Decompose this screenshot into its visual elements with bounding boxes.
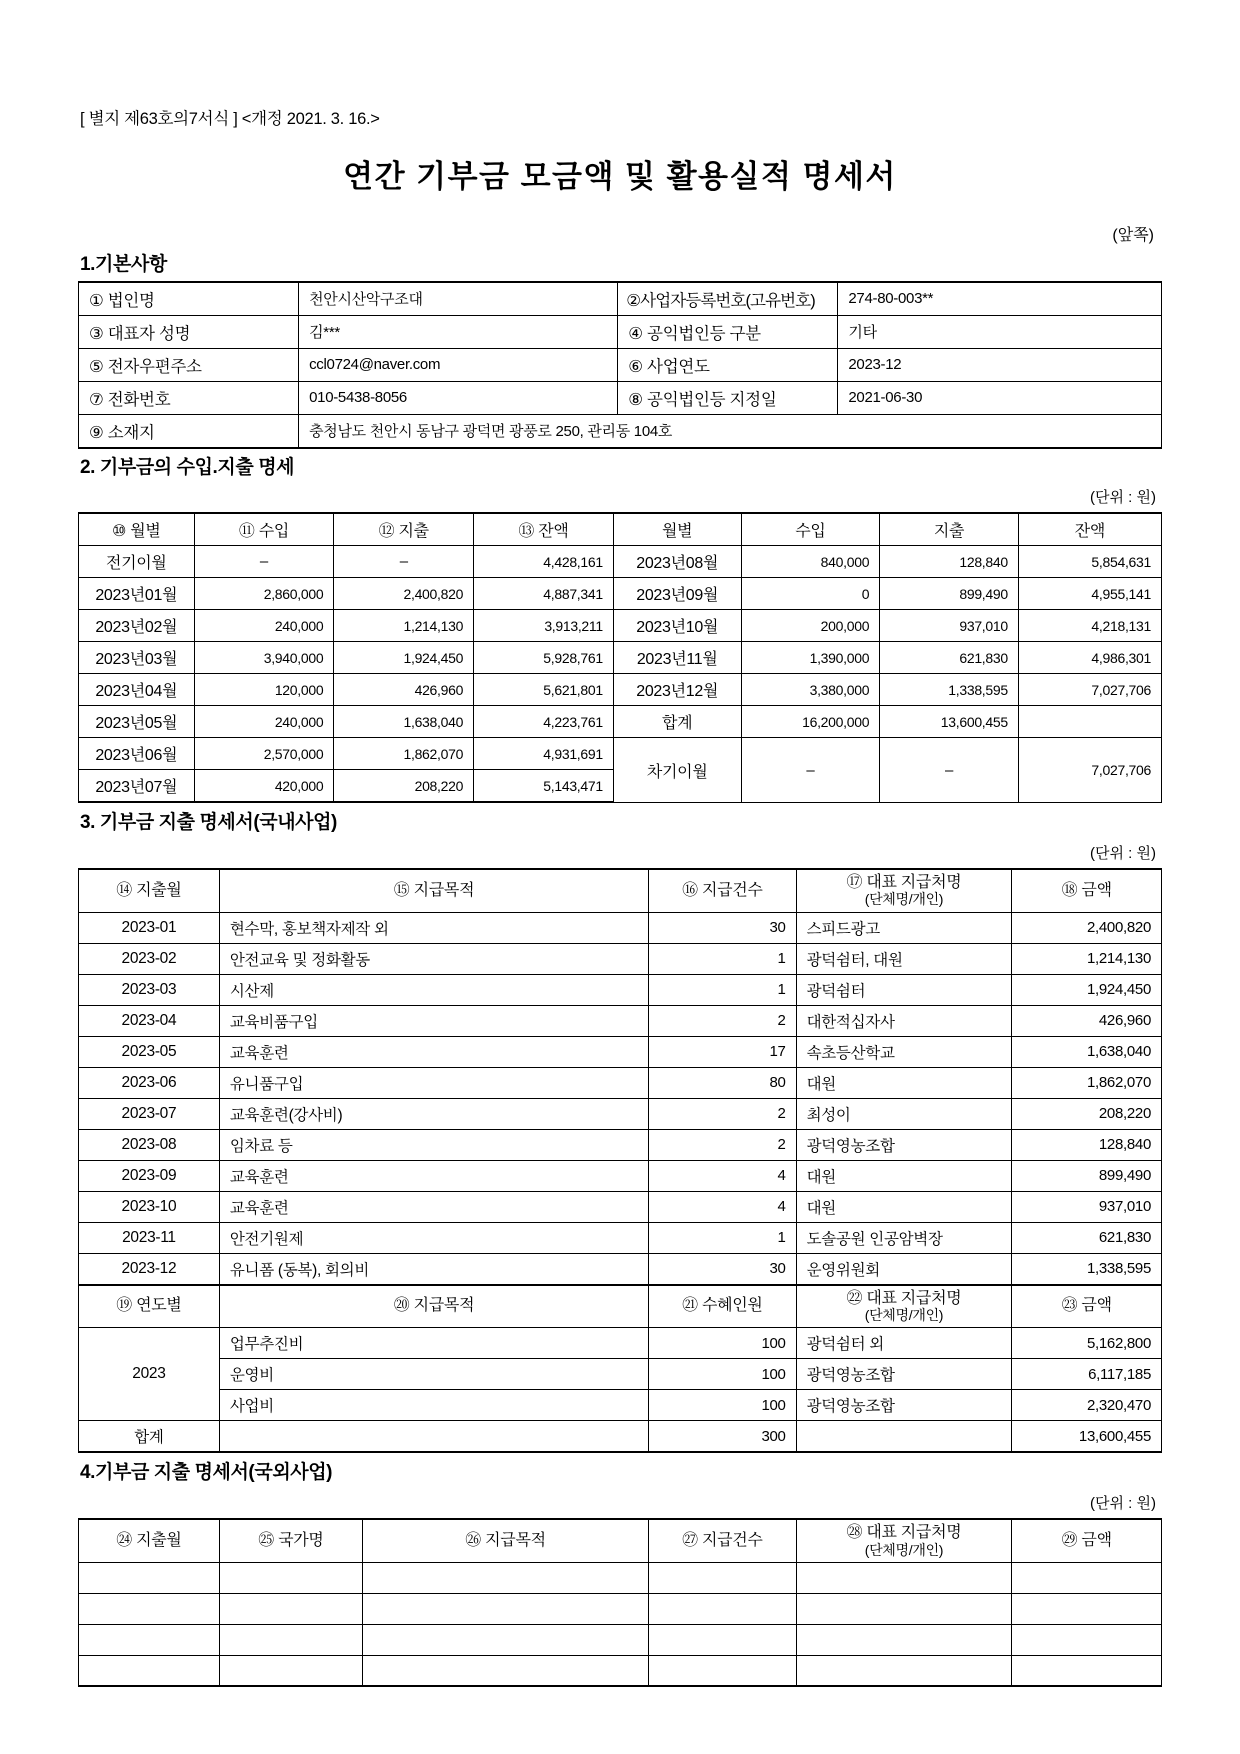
payee-cell: 스피드광고	[796, 912, 1012, 943]
amount-cell: 1,638,040	[1012, 1036, 1162, 1067]
expense-month-cell: 2023-08	[79, 1129, 220, 1160]
payee-cell: 속초등산학교	[796, 1036, 1012, 1067]
foreign-month-cell	[79, 1593, 220, 1624]
total-income-cell: 16,200,000	[741, 706, 880, 738]
payee-cell: 대원	[796, 1067, 1012, 1098]
month-cell: 2023년06월	[79, 738, 195, 770]
foreign-payee-cell	[796, 1562, 1012, 1593]
header-month-left: ⑩ 월별	[79, 513, 195, 546]
payee-cell: 최성이	[796, 1098, 1012, 1129]
header-yearly-purpose: ⑳ 지급목적	[219, 1285, 648, 1328]
payee-cell: 도솔공원 인공암벽장	[796, 1222, 1012, 1253]
phone-label: ⑦ 전화번호	[79, 381, 299, 414]
table-row	[79, 348, 1162, 381]
expense-month-cell: 2023-06	[79, 1067, 220, 1098]
table-row	[79, 738, 1162, 770]
table-row	[79, 1390, 1162, 1421]
expense-cell: 1,338,595	[880, 674, 1019, 706]
expense-cell: 899,490	[880, 578, 1019, 610]
table-row	[79, 943, 1162, 974]
yearly-amount-cell: 5,162,800	[1012, 1328, 1162, 1359]
count-cell: 2	[649, 1098, 796, 1129]
carryover-expense-cell: –	[880, 738, 1019, 803]
foreign-purpose-cell	[362, 1562, 648, 1593]
designation-date-label: ⑧ 공익법인등 지정일	[618, 381, 838, 414]
header-month-right: 월별	[613, 513, 741, 546]
table-header-row	[79, 513, 1162, 546]
expense-cell: 426,960	[334, 674, 474, 706]
grand-total-payee-blank	[796, 1421, 1012, 1453]
expense-month-cell: 2023-05	[79, 1036, 220, 1067]
count-cell: 80	[649, 1067, 796, 1098]
income-cell: 2,860,000	[194, 578, 334, 610]
expense-cell: –	[334, 546, 474, 578]
month-cell: 2023년10월	[613, 610, 741, 642]
purpose-cell: 유니폼 (동복), 회의비	[219, 1253, 648, 1285]
yearly-purpose-cell: 업무추진비	[219, 1328, 648, 1359]
amount-cell: 2,400,820	[1012, 912, 1162, 943]
header-beneficiaries: ㉑ 수혜인원	[649, 1285, 796, 1328]
month-cell: 2023년12월	[613, 674, 741, 706]
amount-cell: 1,862,070	[1012, 1067, 1162, 1098]
count-cell: 30	[649, 1253, 796, 1285]
form-reference-number: [ 별지 제63호의7서식 ] <개정 2021. 3. 16.>	[80, 110, 380, 128]
purpose-cell: 안전교육 및 정화활동	[219, 943, 648, 974]
table-row	[79, 1222, 1162, 1253]
table-row	[79, 610, 1162, 642]
income-cell: 240,000	[194, 610, 334, 642]
income-cell: –	[194, 546, 334, 578]
address-value: 충청남도 천안시 동남구 광덕면 광풍로 250, 관리동 104호	[299, 414, 1162, 448]
header-income-left: ⑪ 수입	[194, 513, 334, 546]
count-cell: 2	[649, 1129, 796, 1160]
header-payee-sub: (단체명/개인)	[864, 891, 944, 908]
table-row	[79, 578, 1162, 610]
header-payment-purpose: ⑮ 지급목적	[219, 869, 648, 912]
income-expense-table	[78, 512, 1162, 803]
income-cell: 1,390,000	[741, 642, 880, 674]
expense-month-cell: 2023-11	[79, 1222, 220, 1253]
balance-cell: 4,986,301	[1018, 642, 1161, 674]
foreign-count-cell	[649, 1655, 796, 1686]
page-side-note: (앞쪽)	[1112, 227, 1154, 244]
payee-cell: 광덕쉼터, 대원	[796, 943, 1012, 974]
amount-cell: 621,830	[1012, 1222, 1162, 1253]
header-amount: ⑱ 금액	[1012, 869, 1162, 912]
header-foreign-payee-sub: (단체명/개인)	[864, 1541, 944, 1558]
balance-cell: 7,027,706	[1018, 674, 1161, 706]
table-row	[79, 282, 1162, 316]
foreign-amount-cell	[1012, 1593, 1162, 1624]
income-cell: 240,000	[194, 706, 334, 738]
beneficiaries-cell: 100	[649, 1359, 796, 1390]
yearly-amount-cell: 2,320,470	[1012, 1390, 1162, 1421]
purpose-cell: 교육훈련	[219, 1036, 648, 1067]
expense-month-cell: 2023-01	[79, 912, 220, 943]
header-yearly-amount: ㉓ 금액	[1012, 1285, 1162, 1328]
section3-unit-note: (단위 : 원)	[1090, 844, 1156, 862]
income-cell: 120,000	[194, 674, 334, 706]
balance-cell: 3,913,211	[474, 610, 614, 642]
count-cell: 2	[649, 1005, 796, 1036]
amount-cell: 937,010	[1012, 1191, 1162, 1222]
grand-total-beneficiaries: 300	[649, 1421, 796, 1453]
foreign-country-cell	[219, 1624, 362, 1655]
payee-cell: 광덕영농조합	[796, 1129, 1012, 1160]
purpose-cell: 교육훈련(강사비)	[219, 1098, 648, 1129]
count-cell: 1	[649, 1222, 796, 1253]
foreign-month-cell	[79, 1624, 220, 1655]
expense-cell: 1,862,070	[334, 738, 474, 770]
expense-month-cell: 2023-09	[79, 1160, 220, 1191]
amount-cell: 899,490	[1012, 1160, 1162, 1191]
header-expense-left: ⑫ 지출	[334, 513, 474, 546]
domestic-expense-table	[78, 868, 1162, 1454]
purpose-cell: 시산제	[219, 974, 648, 1005]
header-foreign-amount: ㉙ 금액	[1012, 1519, 1162, 1562]
income-cell: 200,000	[741, 610, 880, 642]
purpose-cell: 유니품구입	[219, 1067, 648, 1098]
header-expense-month: ⑭ 지출월	[79, 869, 220, 912]
carryover-label-cell: 차기이월	[613, 738, 741, 803]
expense-cell: 621,830	[880, 642, 1019, 674]
header-income-right: 수입	[741, 513, 880, 546]
amount-cell: 426,960	[1012, 1005, 1162, 1036]
foreign-amount-cell	[1012, 1655, 1162, 1686]
purpose-cell: 현수막, 홍보책자제작 외	[219, 912, 648, 943]
header-foreign-payee	[796, 1519, 1012, 1562]
foreign-amount-cell	[1012, 1562, 1162, 1593]
foreign-expense-table	[78, 1518, 1162, 1687]
grand-total-purpose-blank	[219, 1421, 648, 1453]
expense-cell: 1,638,040	[334, 706, 474, 738]
email-label: ⑤ 전자우편주소	[79, 348, 299, 381]
total-expense-cell: 13,600,455	[880, 706, 1019, 738]
month-cell: 2023년04월	[79, 674, 195, 706]
amount-cell: 1,924,450	[1012, 974, 1162, 1005]
expense-cell: 937,010	[880, 610, 1019, 642]
amount-cell: 128,840	[1012, 1129, 1162, 1160]
balance-cell: 4,223,761	[474, 706, 614, 738]
expense-month-cell: 2023-02	[79, 943, 220, 974]
grand-total-amount: 13,600,455	[1012, 1421, 1162, 1453]
table-header-row	[79, 869, 1162, 912]
year-cell: 2023	[79, 1328, 220, 1421]
table-row	[79, 1191, 1162, 1222]
foreign-month-cell	[79, 1562, 220, 1593]
fiscal-year-value: 2023-12	[838, 348, 1162, 381]
count-cell: 4	[649, 1160, 796, 1191]
total-balance-cell	[1018, 706, 1161, 738]
expense-cell: 1,924,450	[334, 642, 474, 674]
yearly-payee-cell: 광덕쉼터 외	[796, 1328, 1012, 1359]
table-row	[79, 1129, 1162, 1160]
header-expense-right: 지출	[880, 513, 1019, 546]
expense-month-cell: 2023-07	[79, 1098, 220, 1129]
expense-cell: 2,400,820	[334, 578, 474, 610]
table-row	[79, 1253, 1162, 1285]
corporation-name-label: ① 법인명	[79, 282, 299, 316]
month-cell: 2023년08월	[613, 546, 741, 578]
header-balance-right: 잔액	[1018, 513, 1161, 546]
table-row	[79, 1160, 1162, 1191]
income-cell: 840,000	[741, 546, 880, 578]
phone-value: 010-5438-8056	[299, 381, 618, 414]
table-row	[79, 315, 1162, 348]
header-yearly-payee-main: ㉒ 대표 지급처명	[846, 1289, 962, 1307]
balance-cell: 5,143,471	[474, 770, 614, 803]
table-row	[79, 674, 1162, 706]
month-cell: 2023년01월	[79, 578, 195, 610]
business-number-value: 274-80-003**	[838, 282, 1162, 316]
income-cell: 3,380,000	[741, 674, 880, 706]
table-row	[79, 706, 1162, 738]
amount-cell: 1,338,595	[1012, 1253, 1162, 1285]
yearly-payee-cell: 광덕영농조합	[796, 1390, 1012, 1421]
expense-month-cell: 2023-04	[79, 1005, 220, 1036]
expense-cell: 128,840	[880, 546, 1019, 578]
section2-unit-note: (단위 : 원)	[1090, 489, 1156, 507]
count-cell: 30	[649, 912, 796, 943]
total-label-cell: 합계	[613, 706, 741, 738]
income-cell: 3,940,000	[194, 642, 334, 674]
income-cell: 2,570,000	[194, 738, 334, 770]
expense-cell: 208,220	[334, 770, 474, 803]
fiscal-year-label: ⑥ 사업연도	[618, 348, 838, 381]
table-row	[79, 974, 1162, 1005]
count-cell: 1	[649, 943, 796, 974]
month-cell: 2023년02월	[79, 610, 195, 642]
table-row	[79, 1328, 1162, 1359]
purpose-cell: 안전기원제	[219, 1222, 648, 1253]
representative-name-label: ③ 대표자 성명	[79, 315, 299, 348]
payee-cell: 대원	[796, 1191, 1012, 1222]
section2-heading: 2. 기부금의 수입.지출 명세	[80, 456, 295, 478]
table-row	[79, 1593, 1162, 1624]
income-cell: 420,000	[194, 770, 334, 803]
foreign-count-cell	[649, 1624, 796, 1655]
amount-cell: 208,220	[1012, 1098, 1162, 1129]
month-cell: 2023년09월	[613, 578, 741, 610]
table-header-row	[79, 1519, 1162, 1562]
section4-heading: 4.기부금 지출 명세서(국외사업)	[80, 1462, 333, 1484]
header-payee-name	[796, 869, 1012, 912]
table-row	[79, 414, 1162, 448]
foreign-month-cell	[79, 1655, 220, 1686]
carryover-income-cell: –	[741, 738, 880, 803]
basic-info-table	[78, 281, 1162, 449]
expense-cell: 1,214,130	[334, 610, 474, 642]
purpose-cell: 임차료 등	[219, 1129, 648, 1160]
address-label: ⑨ 소재지	[79, 414, 299, 448]
table-row	[79, 1655, 1162, 1686]
header-foreign-payee-main: ㉘ 대표 지급처명	[846, 1524, 962, 1542]
header-yearly-payee	[796, 1285, 1012, 1328]
payee-cell: 대한적십자사	[796, 1005, 1012, 1036]
purpose-cell: 교육비품구입	[219, 1005, 648, 1036]
balance-cell: 5,928,761	[474, 642, 614, 674]
yearly-amount-cell: 6,117,185	[1012, 1359, 1162, 1390]
header-foreign-purpose: ㉖ 지급목적	[362, 1519, 648, 1562]
header-foreign-count: ㉗ 지급건수	[649, 1519, 796, 1562]
foreign-payee-cell	[796, 1655, 1012, 1686]
representative-name-value: 김***	[299, 315, 618, 348]
document-title: 연간 기부금 모금액 및 활용실적 명세서	[343, 159, 897, 194]
table-row	[79, 546, 1162, 578]
table-total-row	[79, 1421, 1162, 1453]
amount-cell: 1,214,130	[1012, 943, 1162, 974]
header-balance-left: ⑬ 잔액	[474, 513, 614, 546]
beneficiaries-cell: 100	[649, 1390, 796, 1421]
foreign-count-cell	[649, 1593, 796, 1624]
payee-cell: 광덕쉼터	[796, 974, 1012, 1005]
table-header-row-yearly	[79, 1285, 1162, 1328]
foreign-purpose-cell	[362, 1655, 648, 1686]
table-row	[79, 1098, 1162, 1129]
section1-heading: 1.기본사항	[80, 254, 167, 275]
month-cell: 2023년07월	[79, 770, 195, 803]
foreign-country-cell	[219, 1593, 362, 1624]
foreign-payee-cell	[796, 1624, 1012, 1655]
expense-month-cell: 2023-03	[79, 974, 220, 1005]
balance-cell: 4,887,341	[474, 578, 614, 610]
expense-month-cell: 2023-10	[79, 1191, 220, 1222]
balance-cell: 4,428,161	[474, 546, 614, 578]
foreign-country-cell	[219, 1655, 362, 1686]
count-cell: 17	[649, 1036, 796, 1067]
purpose-cell: 교육훈련	[219, 1160, 648, 1191]
table-row	[79, 642, 1162, 674]
table-row	[79, 1067, 1162, 1098]
count-cell: 1	[649, 974, 796, 1005]
payee-cell: 대원	[796, 1160, 1012, 1191]
beneficiaries-cell: 100	[649, 1328, 796, 1359]
foreign-country-cell	[219, 1562, 362, 1593]
balance-cell: 4,218,131	[1018, 610, 1161, 642]
table-row	[79, 1562, 1162, 1593]
header-foreign-month: ㉔ 지출월	[79, 1519, 220, 1562]
corporation-name-value: 천안시산악구조대	[299, 282, 618, 316]
balance-cell: 5,621,801	[474, 674, 614, 706]
header-country: ㉕ 국가명	[219, 1519, 362, 1562]
header-payee-main: ⑰ 대표 지급처명	[846, 873, 962, 891]
table-row	[79, 912, 1162, 943]
foreign-purpose-cell	[362, 1593, 648, 1624]
month-cell: 2023년05월	[79, 706, 195, 738]
section3-heading: 3. 기부금 지출 명세서(국내사업)	[80, 812, 337, 834]
month-cell: 2023년03월	[79, 642, 195, 674]
yearly-purpose-cell: 운영비	[219, 1359, 648, 1390]
month-cell: 2023년11월	[613, 642, 741, 674]
business-number-label: ②사업자등록번호(고유번호)	[618, 282, 838, 316]
entity-type-label: ④ 공익법인등 구분	[618, 315, 838, 348]
header-yearly-payee-sub: (단체명/개인)	[864, 1307, 944, 1324]
foreign-amount-cell	[1012, 1624, 1162, 1655]
foreign-count-cell	[649, 1562, 796, 1593]
foreign-payee-cell	[796, 1593, 1012, 1624]
section4-unit-note: (단위 : 원)	[1090, 1495, 1156, 1513]
entity-type-value: 기타	[838, 315, 1162, 348]
table-row	[79, 1359, 1162, 1390]
yearly-payee-cell: 광덕영농조합	[796, 1359, 1012, 1390]
month-cell: 전기이월	[79, 546, 195, 578]
balance-cell: 4,931,691	[474, 738, 614, 770]
payee-cell: 운영위원회	[796, 1253, 1012, 1285]
table-row	[79, 1624, 1162, 1655]
grand-total-label: 합계	[79, 1421, 220, 1453]
expense-month-cell: 2023-12	[79, 1253, 220, 1285]
table-row	[79, 1036, 1162, 1067]
carryover-balance-cell: 7,027,706	[1018, 738, 1161, 803]
header-payment-count: ⑯ 지급건수	[649, 869, 796, 912]
income-cell: 0	[741, 578, 880, 610]
table-row	[79, 1005, 1162, 1036]
yearly-purpose-cell: 사업비	[219, 1390, 648, 1421]
email-value: ccl0724@naver.com	[299, 348, 618, 381]
balance-cell: 5,854,631	[1018, 546, 1161, 578]
purpose-cell: 교육훈련	[219, 1191, 648, 1222]
table-row	[79, 381, 1162, 414]
designation-date-value: 2021-06-30	[838, 381, 1162, 414]
foreign-purpose-cell	[362, 1624, 648, 1655]
header-year: ⑲ 연도별	[79, 1285, 220, 1328]
balance-cell: 4,955,141	[1018, 578, 1161, 610]
count-cell: 4	[649, 1191, 796, 1222]
